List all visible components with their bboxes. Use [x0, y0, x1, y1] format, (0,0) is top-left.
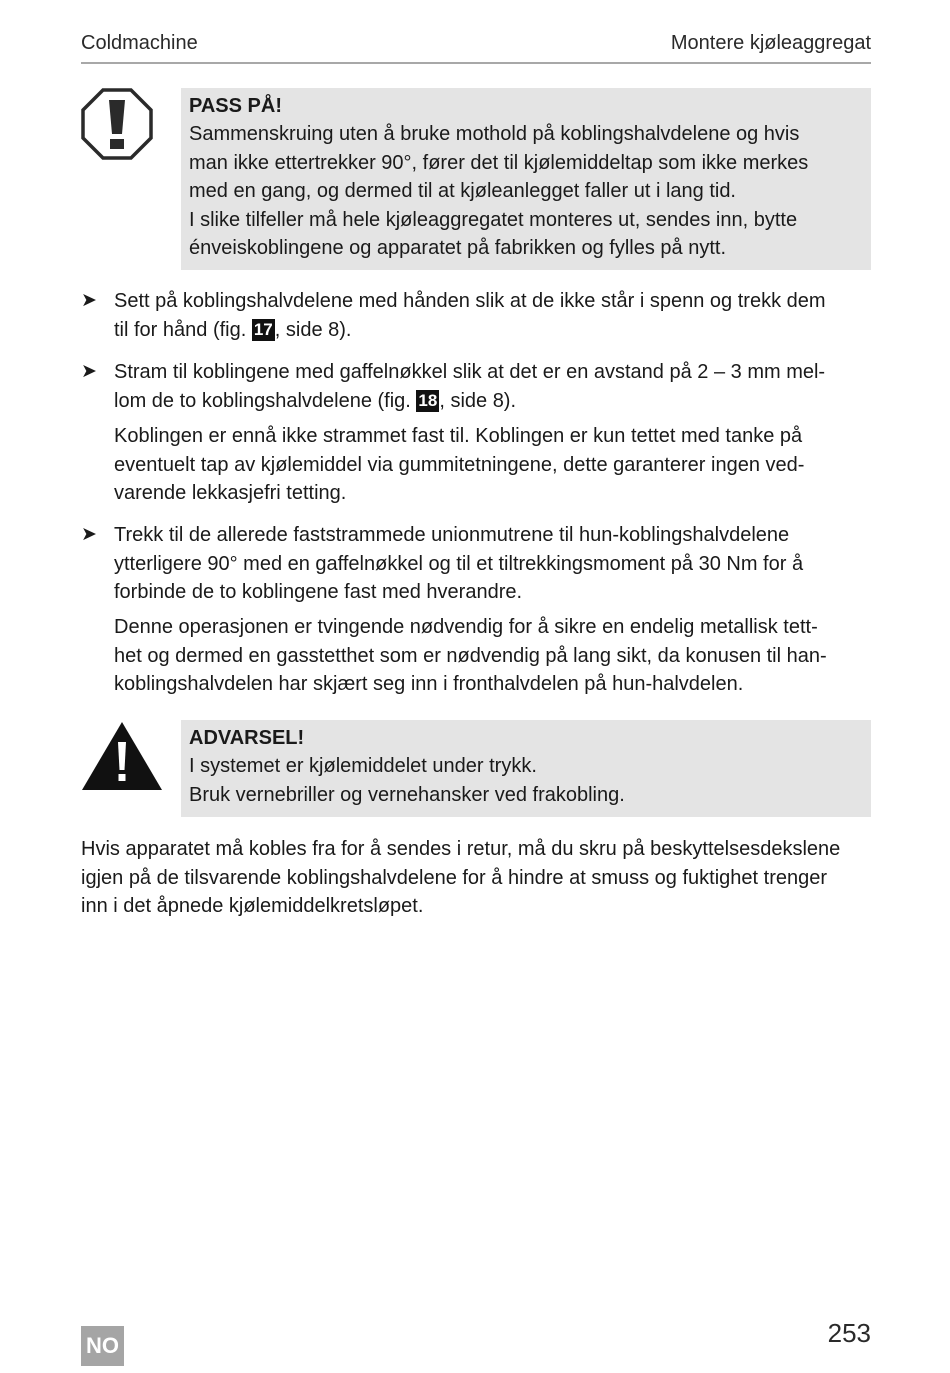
language-badge: NO — [81, 1326, 124, 1366]
step-3-note — [114, 613, 871, 699]
warning-notice — [81, 720, 871, 817]
caution-title: PASS PÅ! — [189, 95, 282, 117]
paragraph-line: Hvis apparatet må kobles fra for å sendes i retur, må du skru på beskyttelsesdekslene — [81, 838, 841, 860]
warning-title: ADVARSEL! — [189, 727, 305, 749]
caution-line: I slike tilfeller må hele kjøleaggregatet monteres ut, sendes inn, bytte — [189, 208, 798, 231]
note-line: eventuelt tap av kjølemiddel via gummitetningene, dette garanterer ingen ved- — [114, 453, 805, 476]
note-line: Koblingen er ennå ikke strammet fast til. Koblingen er kun tettet med tanke på — [114, 425, 803, 447]
header-section: Montere kjøleaggregat — [670, 32, 871, 54]
warning-line: I systemet er kjølemiddelet under trykk. — [189, 755, 537, 777]
step-text: til for hånd (fig. — [114, 318, 252, 341]
warning-box — [181, 720, 871, 817]
caution-box — [181, 88, 871, 270]
figure-reference: 18 — [418, 390, 438, 410]
closing-paragraph — [81, 835, 871, 921]
note-line: koblingshalvdelen har skjært seg inn i fronthalvdelen på hun-halvdelen. — [114, 673, 744, 695]
step-text: Stram til koblingene med gaffelnøkkel slik at det er en avstand på 2 – 3 mm mel- — [114, 361, 826, 383]
figure-reference: 17 — [253, 319, 273, 339]
caution-line: med en gang, og dermed til at kjøleanlegget faller ut i lang tid. — [189, 180, 736, 202]
exclamation-octagon-icon — [81, 88, 153, 165]
page-header — [81, 30, 871, 64]
note-line: Denne operasjonen er tvingende nødvendig for å sikre en endelig metallisk tett- — [114, 616, 818, 638]
step-text: Trekk til de allerede faststrammede unionmutrene til hun-koblingshalvdelene — [114, 524, 790, 546]
warning-triangle-icon — [81, 720, 163, 797]
step-text: , side 8). — [274, 318, 352, 341]
caution-line: Sammenskruing uten å bruke mothold på koblingshalvdelene og hvis — [189, 123, 800, 145]
header-product: Coldmachine — [81, 32, 198, 54]
step-text: ytterligere 90° med en gaffelnøkkel og til et tiltrekkingsmoment på 30 Nm for å — [114, 552, 804, 575]
caution-line: énveiskoblingene og apparatet på fabrikken og fylles på nytt. — [189, 237, 727, 259]
warning-line: Bruk vernebriller og vernehansker ved frakobling. — [189, 783, 625, 806]
bullet-arrow-icon: ➤ — [81, 290, 97, 311]
paragraph-line: igjen på de tilsvarende koblingshalvdelene for å hindre at smuss og fuktighet trenger — [81, 866, 828, 889]
bullet-arrow-icon: ➤ — [81, 524, 97, 545]
page-number: 253 — [827, 1318, 871, 1348]
caution-line: man ikke ettertrekker 90°, fører det til kjølemiddeltap som ikke merkes — [189, 151, 809, 174]
step-text: forbinde de to koblingene fast med hverandre. — [114, 581, 523, 603]
step-2-note — [114, 422, 871, 508]
caution-notice — [81, 88, 871, 270]
step-text: Sett på koblingshalvdelene med hånden slik at de ikke står i spenn og trekk dem — [114, 290, 826, 312]
note-line: het og dermed en gasstetthet som er nødvendig på lang sikt, da konusen til han- — [114, 644, 827, 667]
bullet-arrow-icon: ➤ — [81, 361, 97, 382]
paragraph-line: inn i det åpnede kjølemiddelkretsløpet. — [81, 895, 424, 917]
step-text: lom de to koblingshalvdelene (fig. — [114, 389, 417, 412]
note-line: varende lekkasjefri tetting. — [114, 482, 347, 504]
step-text: , side 8). — [439, 389, 517, 412]
